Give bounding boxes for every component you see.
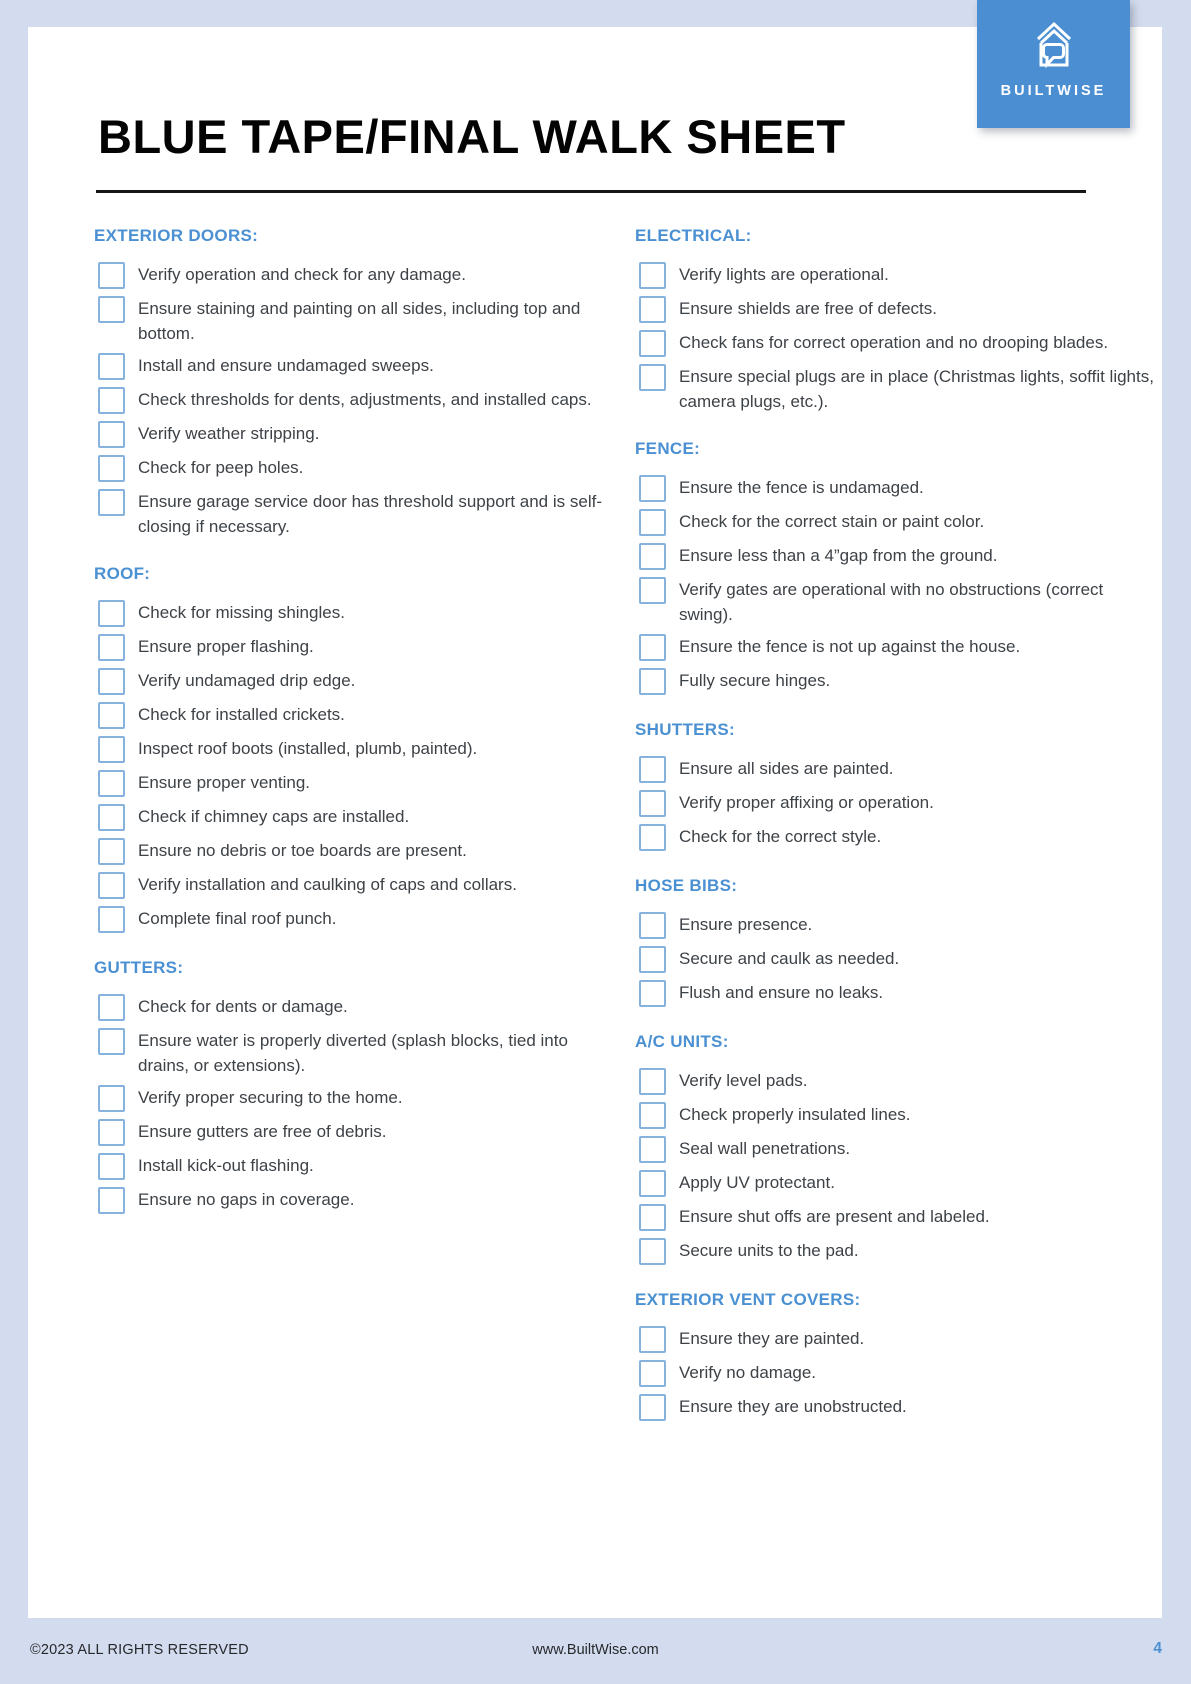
item-checkbox[interactable] [639, 1326, 666, 1353]
checklist-item [635, 474, 1159, 502]
item-label: Verify proper securing to the home. [138, 1088, 403, 1107]
item-label: Ensure all sides are painted. [679, 759, 894, 778]
checklist-item [94, 261, 610, 289]
copyright-text: ©2023 ALL RIGHTS RESERVED [30, 1642, 249, 1658]
item-checkbox[interactable] [639, 509, 666, 536]
checklist-item [635, 1325, 1159, 1353]
checklist-item [635, 945, 1159, 973]
checklist-section [94, 226, 610, 539]
item-label: Check fans for correct operation and no drooping blades. [679, 333, 1109, 352]
item-label: Check thresholds for dents, adjustments, and installed caps. [138, 390, 592, 409]
item-label: Ensure staining and painting on all sides, including top and bottom. [138, 299, 581, 343]
item-label: Check for the correct style. [679, 827, 882, 846]
item-checkbox[interactable] [98, 353, 125, 380]
item-label: Verify undamaged drip edge. [138, 671, 356, 690]
item-checkbox[interactable] [98, 262, 125, 289]
item-label: Ensure special plugs are in place (Christmas lights, soffit lights, camera plugs, etc.). [679, 367, 1154, 411]
item-label: Ensure proper venting. [138, 773, 310, 792]
item-checkbox[interactable] [98, 906, 125, 933]
page-footer [0, 1618, 1191, 1684]
item-label: Complete final roof punch. [138, 909, 337, 928]
item-label: Ensure the fence is not up against the house. [679, 637, 1021, 656]
checklist-item [94, 1118, 610, 1146]
checklist-item [94, 735, 610, 763]
checklist-item [635, 1135, 1159, 1163]
item-checkbox[interactable] [639, 577, 666, 604]
item-label: Check for the correct stain or paint color. [679, 512, 985, 531]
item-checkbox[interactable] [98, 455, 125, 482]
item-label: Install kick-out flashing. [138, 1156, 314, 1175]
item-checkbox[interactable] [639, 1068, 666, 1095]
checklist-item [94, 1186, 610, 1214]
item-checkbox[interactable] [639, 1238, 666, 1265]
item-label: Ensure they are unobstructed. [679, 1397, 907, 1416]
checklist-item [635, 363, 1159, 414]
item-label: Fully secure hinges. [679, 671, 831, 690]
checklist-item [94, 454, 610, 482]
checklist-item [94, 295, 610, 346]
item-label: Secure and caulk as needed. [679, 949, 900, 968]
checklist-item [94, 905, 610, 933]
item-checkbox[interactable] [639, 1136, 666, 1163]
item-checkbox[interactable] [98, 736, 125, 763]
item-checkbox[interactable] [639, 790, 666, 817]
item-label: Ensure proper flashing. [138, 637, 314, 656]
section-heading: ROOF: [94, 564, 151, 583]
item-label: Secure units to the pad. [679, 1241, 859, 1260]
checklist-item [94, 352, 610, 380]
item-label: Check for missing shingles. [138, 603, 345, 622]
item-checkbox[interactable] [98, 994, 125, 1021]
checklist-item [94, 420, 610, 448]
section-heading: ELECTRICAL: [635, 226, 752, 245]
item-label: Verify operation and check for any damage. [138, 265, 466, 284]
item-checkbox[interactable] [639, 1204, 666, 1231]
item-checkbox[interactable] [639, 668, 666, 695]
item-label: Verify proper affixing or operation. [679, 793, 934, 812]
checklist-item [635, 789, 1159, 817]
section-heading: SHUTTERS: [635, 720, 735, 739]
checklist-column-right [635, 223, 1159, 1427]
item-checkbox[interactable] [639, 912, 666, 939]
section-heading: EXTERIOR VENT COVERS: [635, 1290, 861, 1309]
item-label: Ensure no debris or toe boards are present. [138, 841, 467, 860]
item-label: Verify lights are operational. [679, 265, 889, 284]
item-checkbox[interactable] [639, 262, 666, 289]
checklist-item [94, 1084, 610, 1112]
item-label: Verify gates are operational with no obstructions (correct swing). [679, 580, 1104, 624]
item-checkbox[interactable] [639, 980, 666, 1007]
item-label: Ensure the fence is undamaged. [679, 478, 924, 497]
item-label: Verify level pads. [679, 1071, 808, 1090]
item-label: Verify weather stripping. [138, 424, 320, 443]
item-checkbox[interactable] [639, 296, 666, 323]
checklist-item [94, 701, 610, 729]
item-checkbox[interactable] [639, 364, 666, 391]
checklist-item [94, 803, 610, 831]
item-label: Install and ensure undamaged sweeps. [138, 356, 434, 375]
item-label: Ensure less than a 4”gap from the ground. [679, 546, 998, 565]
checklist-item [635, 755, 1159, 783]
item-label: Check for dents or damage. [138, 997, 348, 1016]
checklist-section [635, 1290, 1159, 1421]
checklist-item [635, 576, 1159, 627]
checklist-item [635, 823, 1159, 851]
item-label: Verify installation and caulking of caps and collars. [138, 875, 517, 894]
item-checkbox[interactable] [98, 1119, 125, 1146]
checklist-section [635, 439, 1159, 695]
item-checkbox[interactable] [98, 1153, 125, 1180]
item-label: Seal wall penetrations. [679, 1139, 851, 1158]
checklist-section [635, 720, 1159, 851]
item-checkbox[interactable] [98, 1028, 125, 1055]
item-label: Inspect roof boots (installed, plumb, painted). [138, 739, 478, 758]
section-heading: HOSE BIBS: [635, 876, 738, 895]
checklist-item [94, 1027, 610, 1078]
checklist-item [635, 1067, 1159, 1095]
item-checkbox[interactable] [98, 872, 125, 899]
checklist-section [94, 958, 610, 1214]
item-checkbox[interactable] [98, 387, 125, 414]
checklist-item [635, 979, 1159, 1007]
checklist-item [94, 837, 610, 865]
item-checkbox[interactable] [98, 634, 125, 661]
item-checkbox[interactable] [98, 421, 125, 448]
item-checkbox[interactable] [98, 668, 125, 695]
item-checkbox[interactable] [639, 1102, 666, 1129]
item-checkbox[interactable] [98, 770, 125, 797]
section-heading: GUTTERS: [94, 958, 184, 977]
checklist-item [94, 488, 610, 539]
section-heading: A/C UNITS: [635, 1032, 729, 1051]
item-label: Ensure shields are free of defects. [679, 299, 937, 318]
checklist-item [94, 633, 610, 661]
website-link[interactable]: www.BuiltWise.com [532, 1642, 659, 1658]
item-checkbox[interactable] [98, 1085, 125, 1112]
section-heading: FENCE: [635, 439, 701, 458]
item-label: Ensure they are painted. [679, 1329, 865, 1348]
sheet-page [28, 27, 1162, 1618]
item-label: Apply UV protectant. [679, 1173, 835, 1192]
item-label: Flush and ensure no leaks. [679, 983, 884, 1002]
item-checkbox[interactable] [98, 804, 125, 831]
checklist-item [94, 599, 610, 627]
section-heading: EXTERIOR DOORS: [94, 226, 259, 245]
item-label: Check for installed crickets. [138, 705, 345, 724]
checklist-section [635, 1032, 1159, 1265]
item-checkbox[interactable] [98, 838, 125, 865]
checklist-column-left [94, 223, 610, 1220]
checklist-item [635, 261, 1159, 289]
checklist-item [635, 508, 1159, 536]
checklist-item [94, 667, 610, 695]
checklist-item [94, 1152, 610, 1180]
checklist-item [94, 769, 610, 797]
item-label: Check properly insulated lines. [679, 1105, 911, 1124]
item-checkbox[interactable] [639, 543, 666, 570]
checklist-section [635, 876, 1159, 1007]
item-checkbox[interactable] [639, 1360, 666, 1387]
page-number: 4 [1153, 1640, 1162, 1657]
item-checkbox[interactable] [639, 634, 666, 661]
item-label: Verify no damage. [679, 1363, 817, 1382]
checklist-item [635, 1237, 1159, 1265]
item-checkbox[interactable] [98, 489, 125, 516]
item-label: Ensure gutters are free of debris. [138, 1122, 387, 1141]
item-label: Ensure no gaps in coverage. [138, 1190, 355, 1209]
item-checkbox[interactable] [98, 296, 125, 323]
checklist-item [635, 633, 1159, 661]
item-label: Ensure shut offs are present and labeled. [679, 1207, 990, 1226]
checklist-item [635, 667, 1159, 695]
checklist-item [94, 386, 610, 414]
page-title: BLUE TAPE/FINAL WALK SHEET [98, 110, 846, 163]
checklist-item [635, 329, 1159, 357]
item-checkbox[interactable] [639, 330, 666, 357]
item-label: Check for peep holes. [138, 458, 304, 477]
checklist-item [635, 295, 1159, 323]
item-checkbox[interactable] [98, 702, 125, 729]
checklist-section [94, 564, 610, 933]
brand-name: BUILTWISE [1000, 83, 1107, 99]
checklist-item [635, 542, 1159, 570]
item-checkbox[interactable] [98, 600, 125, 627]
item-checkbox[interactable] [639, 475, 666, 502]
item-checkbox[interactable] [639, 946, 666, 973]
checklist-item [635, 1203, 1159, 1231]
checklist-item [635, 1101, 1159, 1129]
house-chat-icon [1027, 0, 1081, 74]
checklist-item [635, 1393, 1159, 1421]
checklist-item [635, 911, 1159, 939]
title-divider [96, 190, 1086, 193]
item-label: Check if chimney caps are installed. [138, 807, 410, 826]
item-checkbox[interactable] [639, 824, 666, 851]
checklist-item [635, 1359, 1159, 1387]
checklist-section [635, 226, 1159, 414]
item-checkbox[interactable] [98, 1187, 125, 1214]
checklist-item [635, 1169, 1159, 1197]
item-checkbox[interactable] [639, 756, 666, 783]
item-label: Ensure presence. [679, 915, 813, 934]
item-checkbox[interactable] [639, 1170, 666, 1197]
item-label: Ensure water is properly diverted (splash blocks, tied into drains, or extensions). [138, 1031, 568, 1075]
checklist-item [94, 871, 610, 899]
item-label: Ensure garage service door has threshold support and is self-closing if necessary. [138, 492, 602, 536]
checklist-item [94, 993, 610, 1021]
item-checkbox[interactable] [639, 1394, 666, 1421]
builtwise-logo-badge [977, 0, 1130, 128]
